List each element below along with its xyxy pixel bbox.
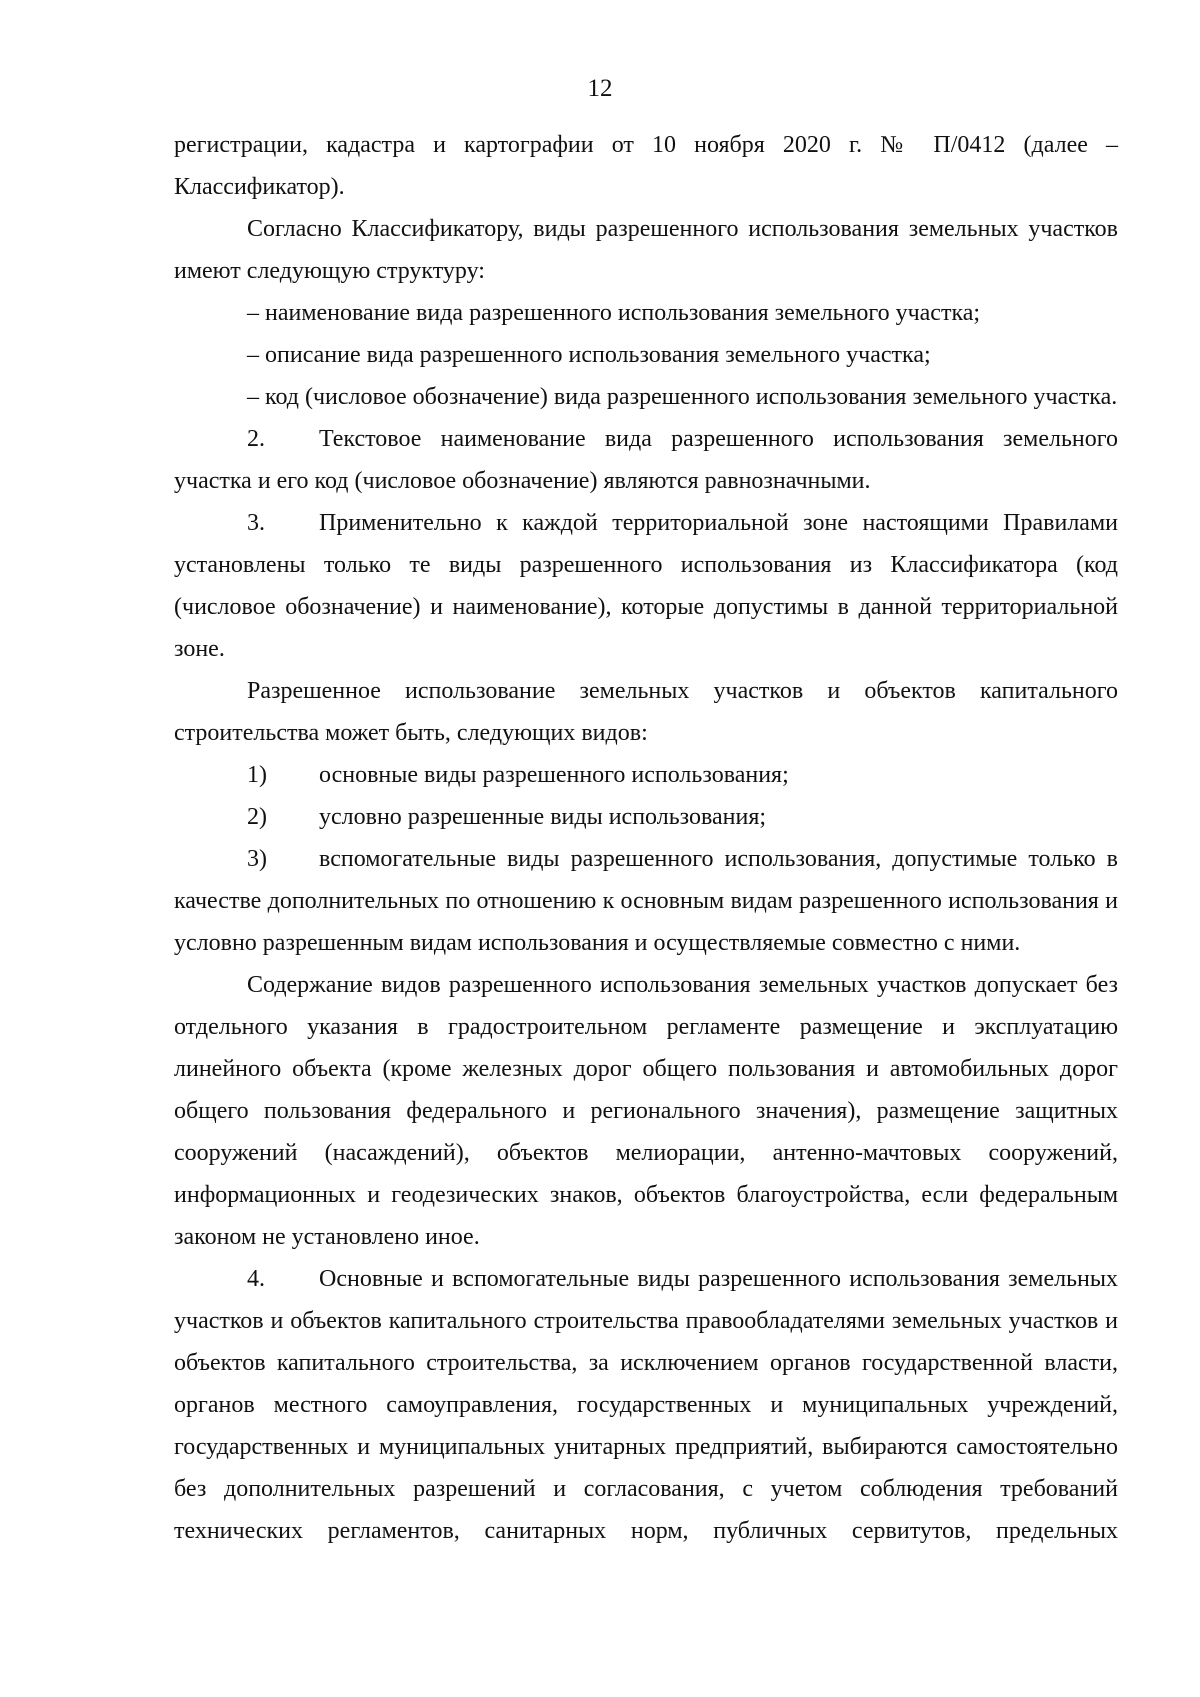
list-number: 1)	[247, 762, 267, 788]
list-number: 2)	[247, 804, 267, 830]
paragraph-number: 3.	[247, 510, 265, 536]
paragraph-text: условно разрешенные виды использования;	[319, 804, 767, 830]
numbered-paragraph-2	[174, 418, 1118, 502]
list-item-dash	[174, 376, 1118, 418]
numbered-paragraph-4	[174, 1258, 1118, 1552]
document-body	[174, 124, 1118, 1552]
paragraph-text: – наименование вида разрешенного использования земельного участка;	[247, 300, 981, 326]
paragraph-number: 4.	[247, 1266, 265, 1292]
paragraph-number: 2.	[247, 426, 265, 452]
paragraph-text: вспомогательные виды разрешенного использования, допустимые только в качестве дополнительных по отношению к основным видам разрешенного использования и условно разрешенным видам использования и осуществляемые совместно с ними.	[174, 846, 1118, 956]
paragraph-content-of-permitted-use	[174, 964, 1118, 1258]
paragraph-text: Основные и вспомогательные виды разрешенного использования земельных участков и объектов капитального строительства правообладателями земельных участков и объектов капитального строительства, за исключением органов государственной власти, органов местного самоуправления, государственных и муниципальных учреждений, государственных и муниципальных унитарных предприятий, выбираются самостоятельно без дополнительных разрешений и согласования, с учетом соблюдения требований технических регламентов, санитарных норм, публичных сервитутов, предельных	[174, 1266, 1118, 1544]
paragraph-text: Текстовое наименование вида разрешенного использования земельного участка и его код (числовое обозначение) являются равнозначными.	[174, 426, 1118, 494]
list-number: 3)	[247, 846, 267, 872]
paragraph-text: основные виды разрешенного использования;	[319, 762, 789, 788]
paragraph-text: Согласно Классификатору, виды разрешенного использования земельных участков имеют следующую структуру:	[174, 216, 1118, 284]
list-item-dash	[174, 334, 1118, 376]
numbered-paragraph-3	[174, 502, 1118, 670]
list-item-dash	[174, 292, 1118, 334]
paragraph-text: – описание вида разрешенного использования земельного участка;	[247, 342, 931, 368]
paragraph-permitted-use-types	[174, 670, 1118, 754]
paragraph-text: – код (числовое обозначение) вида разрешенного использования земельного участка.	[247, 384, 1118, 410]
paragraph-continuation	[174, 124, 1118, 208]
numbered-list-item-1	[174, 754, 1118, 796]
paragraph-text: регистрации, кадастра и картографии от 10 ноября 2020 г. № П/0412 (далее – Классификатор).	[174, 132, 1118, 200]
page-number: 12	[587, 75, 613, 102]
numbered-list-item-2	[174, 796, 1118, 838]
numbered-list-item-3	[174, 838, 1118, 964]
paragraph-classifier-structure	[174, 208, 1118, 292]
paragraph-text: Содержание видов разрешенного использования земельных участков допускает без отдельного указания в градостроительном регламенте размещение и эксплуатацию линейного объекта (кроме железных дорог общего пользования и автомобильных дорог общего пользования федерального и регионального значения), размещение защитных сооружений (насаждений), объектов мелиорации, антенно-мачтовых сооружений, информационных и геодезических знаков, объектов благоустройства, если федеральным законом не установлено иное.	[174, 972, 1118, 1250]
paragraph-text: Применительно к каждой территориальной зоне настоящими Правилами установлены только те виды разрешенного использования из Классификатора (код (числовое обозначение) и наименование), которые допустимы в данной территориальной зоне.	[174, 510, 1118, 662]
paragraph-text: Разрешенное использование земельных участков и объектов капитального строительства может быть, следующих видов:	[174, 678, 1118, 746]
